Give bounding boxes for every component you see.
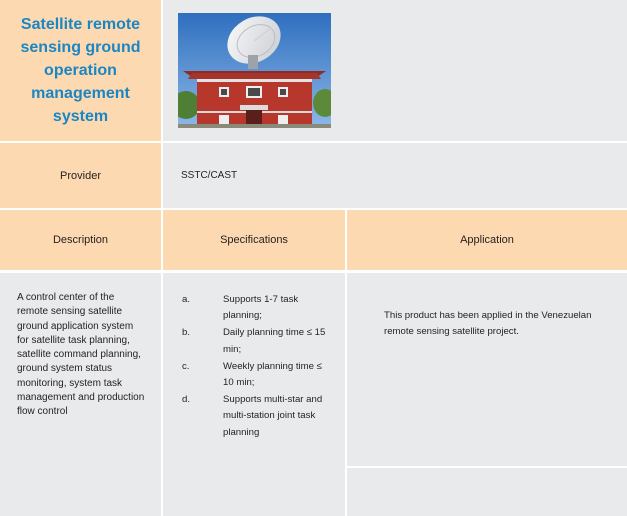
provider-value-cell: [163, 143, 627, 208]
spec-text: Supports 1-7 task planning;: [223, 294, 299, 322]
application-cell: [347, 273, 627, 466]
application-text: This product has been applied in the Venezuelan remote sensing satellite project.: [384, 310, 592, 337]
spec-item: [163, 325, 345, 357]
spec-item: [163, 359, 345, 391]
spec-text: Weekly planning time ≤ 10 min;: [223, 360, 322, 389]
provider-label: Provider: [60, 169, 101, 182]
specifications-header-label: Specifications: [220, 234, 288, 246]
product-title-cell: [0, 0, 161, 141]
description-text: A control center of the remote sensing satellite ground application system for satellite task planning, satellite command planning, ground system status monitoring, system task management and production flow control: [17, 292, 145, 418]
application-empty-cell: [347, 468, 627, 516]
spec-item: [163, 392, 345, 441]
product-title: Satellite remote sensing ground operation management system: [20, 16, 141, 125]
spec-letter: d.: [182, 394, 191, 406]
description-header: [0, 210, 161, 270]
product-photo: [178, 13, 331, 128]
specifications-cell: [163, 273, 345, 516]
spec-letter: b.: [182, 327, 191, 339]
spec-text: Daily planning time ≤ 15 min;: [223, 327, 326, 355]
specifications-header: [163, 210, 345, 270]
spec-letter: c.: [182, 360, 190, 372]
provider-value: SSTC/CAST: [181, 170, 238, 181]
ground-station-photo: [178, 13, 331, 128]
spec-item: [163, 292, 345, 324]
application-header-label: Application: [460, 234, 514, 246]
description-header-label: Description: [52, 234, 109, 246]
description-cell: [0, 273, 161, 516]
application-header: [347, 210, 627, 270]
spec-text: Supports multi-star and multi-station joint task planning: [223, 394, 323, 438]
spec-letter: a.: [182, 294, 191, 305]
provider-label-cell: [0, 143, 161, 208]
